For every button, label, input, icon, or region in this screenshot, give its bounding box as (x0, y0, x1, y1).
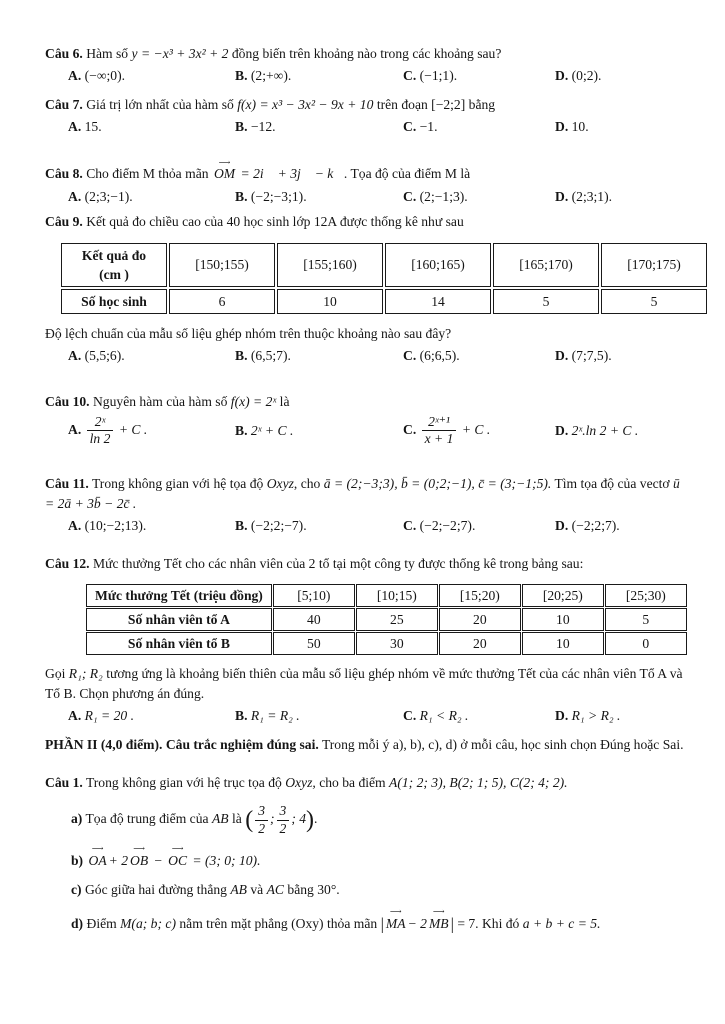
option-text: (−2;−3;1). (250, 188, 307, 204)
stem-text: cho ba điểm (319, 774, 386, 790)
stem-text: Trong không gian với hệ trục tọa độ (85, 774, 282, 790)
item-letter: a) (71, 811, 83, 827)
stem-text: Gọi (45, 666, 66, 682)
question-6-label: Câu 6. (45, 46, 83, 61)
question-10-stem (45, 392, 689, 412)
table-cell: 50 (273, 632, 355, 655)
option-letter: C. (403, 422, 417, 438)
option-letter: A. (68, 517, 82, 533)
option-text: (10;−2;13). (84, 517, 147, 533)
item-text: Điểm (86, 915, 117, 931)
question-7 (45, 95, 689, 137)
vector-OA: OA ⟶ (89, 847, 107, 871)
option-letter: D. (555, 68, 569, 84)
fraction (422, 415, 457, 447)
question-7-option-a (68, 117, 235, 137)
option-letter: A. (68, 422, 82, 438)
abs-bar-left: | (380, 914, 384, 934)
table-header-cell: [10;15) (356, 584, 438, 607)
stem-text: đồng biến trên khoảng nào trong các khoảng sau? (231, 46, 502, 61)
question-9-options (45, 346, 689, 366)
question-11-options (45, 516, 689, 536)
math-expression: AC (266, 882, 284, 898)
fraction (255, 804, 268, 836)
item-letter: c) (71, 882, 82, 898)
table-cell: 5 (493, 289, 599, 314)
question-6-option-b (235, 66, 403, 86)
option-text: + C . (118, 422, 148, 438)
question-9-label: Câu 9. (45, 213, 83, 229)
part2-heading (45, 735, 689, 755)
option-letter: B. (235, 68, 248, 84)
question-7-options (45, 117, 689, 137)
question-10-option-c (403, 414, 555, 448)
question-9-option-d (555, 346, 689, 366)
option-text: (−∞;0). (84, 68, 126, 84)
question-7-stem (45, 95, 689, 115)
math-expression: Oxyz, (285, 774, 316, 790)
fraction (277, 804, 290, 836)
option-letter: D. (555, 517, 569, 533)
option-text: 2ˣ + C . (250, 422, 294, 438)
math-expression: f(x) = 2ˣ (230, 394, 277, 410)
fraction-numerator: 3 (277, 804, 290, 820)
option-letter: A. (68, 188, 82, 204)
option-letter: A. (68, 68, 82, 84)
option-text: (2;−1;3). (419, 188, 468, 204)
q9-height-frequency-table (59, 241, 709, 316)
question-11-option-c (403, 516, 555, 536)
table-header-cell: [160;165) (385, 243, 491, 287)
item-text: là (231, 811, 242, 827)
option-letter: B. (235, 517, 248, 533)
table-row (86, 632, 687, 655)
question-7-option-d (555, 117, 689, 137)
question-10-option-d (555, 421, 689, 441)
stem-text: Độ lệch chuẩn của mẫu số liệu ghép nhóm trên thuộc khoảng nào sau đây? (45, 325, 452, 341)
table-cell: 10 (522, 632, 604, 655)
part2-title: PHẦN II (4,0 điểm). Câu trắc nghiệm đúng sai. (45, 736, 319, 752)
option-text: (0;2). (571, 68, 602, 84)
math-expression: a + b + c = 5. (522, 915, 601, 931)
question-9-option-c (403, 346, 555, 366)
option-text: −1. (419, 119, 438, 135)
table-header-cell: [150;155) (169, 243, 275, 287)
question-12-option-d (555, 706, 689, 726)
option-text: −12. (250, 119, 276, 135)
fraction-denominator: ln 2 (89, 431, 111, 447)
question-12-stem (45, 554, 689, 574)
item-text: . (314, 811, 318, 827)
left-paren: ( (245, 807, 254, 834)
question-8-stem (45, 160, 689, 184)
option-text: (2;3;1). (571, 188, 613, 204)
option-letter: D. (555, 347, 569, 363)
q1-item-a (71, 802, 689, 838)
q12-bonus-frequency-table (85, 583, 688, 656)
stem-text: tương ứng là khoảng biến thiên của mẫu số liệu ghép nhóm về mức thưởng Tết của các nhân viên Tổ A và Tổ B. Chọn phương án đúng. (45, 666, 683, 702)
question-9-followup (45, 324, 689, 344)
table-cell: 14 (385, 289, 491, 314)
table-cell: 20 (439, 608, 521, 631)
table-header-row (86, 584, 687, 607)
question-6 (45, 44, 689, 86)
option-text: (−2;−2;7). (419, 517, 476, 533)
vector-OB: OB ⟶ (130, 847, 148, 871)
math-expression: f(x) = x³ − 3x² − 9x + 10 (237, 97, 374, 113)
question-10-option-b (235, 421, 403, 441)
option-text: + C . (461, 422, 491, 438)
q1-item-d (71, 910, 689, 937)
math-expression: A(1; 2; 3), B(2; 1; 5), C(2; 4; 2). (389, 774, 568, 790)
option-letter: C. (403, 188, 417, 204)
question-9-option-b (235, 346, 403, 366)
stem-text: Hàm số (86, 46, 129, 61)
option-text: (6,5;7). (250, 347, 291, 363)
fraction-numerator: 3 (255, 804, 268, 820)
math-expression: Oxyz (266, 475, 294, 491)
table-header-row (61, 243, 707, 287)
math-expression: + 2 (108, 853, 128, 869)
option-text: 2ˣ.ln 2 + C . (571, 422, 639, 438)
option-text: 15. (84, 119, 102, 135)
item-text: nằm trên mặt phẳng (Oxy) thỏa mãn (179, 915, 378, 931)
fraction-denominator: 2 (258, 820, 265, 836)
option-text: R₁ > R₂ . (571, 708, 621, 724)
table-cell: 40 (273, 608, 355, 631)
option-letter: C. (403, 517, 417, 533)
option-letter: B. (235, 708, 248, 724)
question-8-option-a (68, 187, 235, 207)
vector-MA: MA ⟶ (386, 910, 406, 934)
stem-text: Tìm tọa độ của vectơ (554, 475, 670, 491)
stem-text: Giá trị lớn nhất của hàm số (86, 97, 234, 113)
option-text: R₁ = R₂ . (250, 708, 300, 724)
fraction-denominator: x + 1 (424, 431, 454, 447)
question-7-option-b (235, 117, 403, 137)
question-9-stem (45, 212, 689, 232)
option-letter: C. (403, 708, 417, 724)
part2-question-1-stem (45, 773, 689, 793)
vector-OC: OC ⟶ (168, 847, 187, 871)
question-7-option-c (403, 117, 555, 137)
math-expression: y = −x³ + 3x² + 2 (131, 46, 229, 61)
table-row-label: Số học sinh (61, 289, 167, 314)
option-text: (5,5;6). (84, 347, 125, 363)
part2-instructions: Trong mỗi ý a), b), c), d) ở mỗi câu, học sinh chọn Đúng hoặc Sai. (321, 736, 684, 752)
item-letter: b) (71, 853, 84, 869)
right-paren: ) (306, 807, 315, 834)
option-text: (−1;1). (419, 68, 458, 84)
q1-item-b (71, 847, 689, 871)
option-letter: D. (555, 422, 569, 438)
option-letter: B. (235, 422, 248, 438)
option-letter: B. (235, 188, 248, 204)
item-text: bằng 30°. (287, 882, 340, 898)
question-8-label: Câu 8. (45, 166, 83, 182)
table-header-cell: Mức thưởng Tết (triệu đồng) (86, 584, 272, 607)
stem-text: . Tọa độ của điểm M là (343, 166, 471, 182)
question-11-stem (45, 474, 689, 514)
question-11 (45, 474, 689, 536)
table-header-cell: [25;30) (605, 584, 687, 607)
fraction (87, 415, 114, 447)
table-header-cell: [155;160) (277, 243, 383, 287)
item-text: và (250, 882, 264, 898)
vector-OM: OM ⟶ (214, 160, 235, 184)
option-text: (−2;2;−7). (250, 517, 307, 533)
table-cell: 10 (277, 289, 383, 314)
vector-MB: MB ⟶ (429, 910, 449, 934)
question-8-option-d (555, 187, 689, 207)
question-12-label: Câu 12. (45, 556, 90, 572)
question-10-option-a (68, 414, 235, 448)
question-11-option-d (555, 516, 689, 536)
table-cell: 25 (356, 608, 438, 631)
option-text: (−2;2;7). (571, 517, 620, 533)
part2-question-1-label: Câu 1. (45, 774, 83, 790)
option-text: (2;+∞). (250, 68, 292, 84)
question-8 (45, 160, 689, 206)
stem-text: Cho điểm M thỏa mãn (86, 166, 209, 182)
stem-text: Kết quả đo chiều cao của 40 học sinh lớp 12A được thống kê như sau (86, 213, 464, 229)
question-10-label: Câu 10. (45, 394, 90, 410)
question-8-option-b (235, 187, 403, 207)
question-11-label: Câu 11. (45, 475, 89, 491)
part2-question-1 (45, 773, 689, 937)
table-cell: 5 (605, 608, 687, 631)
table-header-cell: [5;10) (273, 584, 355, 607)
option-text: (7;7,5). (571, 347, 612, 363)
math-expression: ū = 2ā + 3b̄ − 2c̄ . (45, 475, 680, 511)
question-10-options (45, 414, 689, 448)
option-letter: A. (68, 119, 82, 135)
item-text: Góc giữa hai đường thẳng (84, 882, 227, 898)
item-text: = 7. Khi đó (457, 915, 520, 931)
stem-text: Nguyên hàm của hàm số (92, 394, 228, 410)
fraction-numerator: 2ˣ⁺¹ (422, 415, 457, 431)
question-12-option-a (68, 706, 235, 726)
math-expression: = (3; 0; 10). (192, 853, 261, 869)
question-12-option-b (235, 706, 403, 726)
table-cell: 5 (601, 289, 707, 314)
math-expression: R₁; R₂ (68, 666, 103, 682)
question-6-option-a (68, 66, 235, 86)
option-text: (6;6,5). (419, 347, 460, 363)
question-6-options (45, 66, 689, 86)
table-header-cell: [170;175) (601, 243, 707, 287)
option-text: (2;3;−1). (84, 188, 133, 204)
table-header-cell: [20;25) (522, 584, 604, 607)
question-6-option-c (403, 66, 555, 86)
table-cell: 0 (605, 632, 687, 655)
option-text: 10. (571, 119, 589, 135)
item-letter: d) (71, 915, 84, 931)
option-text: R₁ = 20 . (84, 708, 135, 724)
question-6-option-d (555, 66, 689, 86)
fraction-numerator: 2ˣ (87, 415, 114, 431)
table-cell: 30 (356, 632, 438, 655)
question-12-options (45, 706, 689, 726)
stem-text: Mức thưởng Tết cho các nhân viên của 2 tổ tại một công ty được thống kê trong bảng sau: (92, 556, 584, 572)
math-expression: − 2 (407, 915, 427, 931)
option-letter: C. (403, 68, 417, 84)
table-header-cell: Kết quả đo (cm ) (61, 243, 167, 287)
option-letter: C. (403, 347, 417, 363)
question-7-label: Câu 7. (45, 97, 83, 113)
separator: ; (269, 811, 275, 827)
item-text: Tọa độ trung điểm của (85, 811, 209, 827)
question-11-option-b (235, 516, 403, 536)
question-10 (45, 392, 689, 448)
math-expression: − (153, 853, 163, 869)
option-letter: A. (68, 347, 82, 363)
question-12 (45, 554, 689, 727)
table-cell: 10 (522, 608, 604, 631)
stem-text: trên đoạn [−2;2] bằng (376, 97, 496, 113)
option-letter: C. (403, 119, 417, 135)
table-header-cell: [165;170) (493, 243, 599, 287)
option-letter: D. (555, 708, 569, 724)
math-expression: = 2i⃗ + 3j⃗ − k⃗ (240, 166, 344, 182)
question-9-option-a (68, 346, 235, 366)
stem-text: là (279, 394, 290, 410)
option-letter: D. (555, 188, 569, 204)
math-expression: M(a; b; c) (120, 915, 176, 931)
fraction-denominator: 2 (279, 820, 287, 836)
question-12-option-c (403, 706, 555, 726)
question-11-option-a (68, 516, 235, 536)
table-cell: 20 (439, 632, 521, 655)
stem-text: Trong không gian với hệ tọa độ (91, 475, 264, 491)
question-12-followup (45, 664, 689, 704)
table-cell: 6 (169, 289, 275, 314)
question-8-options (45, 187, 689, 207)
option-letter: A. (68, 708, 82, 724)
option-letter: D. (555, 119, 569, 135)
table-header-cell: [15;20) (439, 584, 521, 607)
table-row-label: Số nhân viên tổ A (86, 608, 272, 631)
table-row (86, 608, 687, 631)
math-expression: AB (230, 882, 247, 898)
math-expression: ā = (2;−3;3), b̄ = (0;2;−1), c̄ = (3;−1;5). (323, 475, 552, 491)
option-letter: B. (235, 119, 248, 135)
stem-text: , cho (293, 475, 321, 491)
math-expression: AB (211, 811, 229, 827)
table-row-label: Số nhân viên tổ B (86, 632, 272, 655)
option-letter: B. (235, 347, 248, 363)
abs-bar-right: | (450, 914, 454, 934)
question-9 (45, 212, 689, 366)
question-8-option-c (403, 187, 555, 207)
question-6-stem (45, 44, 689, 64)
option-text: R₁ < R₂ . (419, 708, 469, 724)
table-row (61, 289, 707, 314)
q1-item-c (71, 880, 689, 900)
separator: ; 4 (291, 811, 307, 827)
